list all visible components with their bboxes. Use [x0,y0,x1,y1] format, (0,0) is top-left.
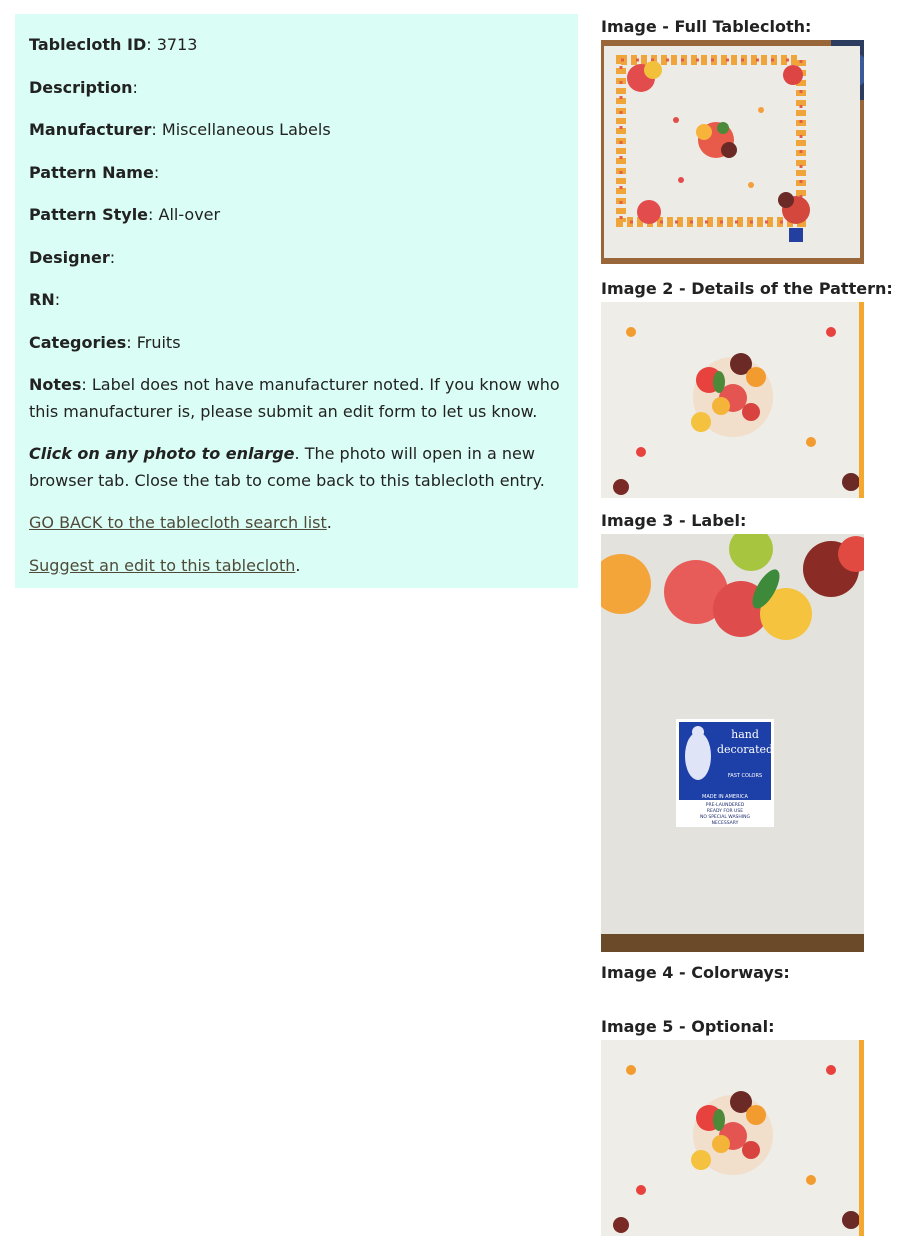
field-label: Description [29,77,133,97]
full-tablecloth-photo[interactable] [601,40,864,264]
label-line2: decorated [716,743,774,756]
field-description: Description: [29,77,138,97]
label-line8: NECESSARY [711,821,739,826]
label-line6: READY FOR USE [706,809,744,814]
field-label: Notes [29,375,82,394]
field-rn: RN: [29,290,61,309]
field-label: RN [29,290,55,309]
field-value: Miscellaneous Labels [161,120,331,139]
label-line4: MADE IN AMERICA [702,794,748,800]
field-label: Designer [29,247,110,267]
full-tablecloth-image [601,40,864,264]
images-column [601,14,901,1236]
enlarge-text: . The photo will open in a new browser tab. Close the tab to come back to this tablecloth entry. [29,444,545,490]
field-value: Label does not have manufacturer noted. If you know who this manufacturer is, please submit an edit form to let us know. [29,375,560,421]
enlarge-emphasis: Click on any photo to enlarge [29,444,295,463]
field-id: Tablecloth ID: 3713 [29,35,198,54]
optional-photo[interactable] [601,1040,864,1236]
pattern-detail-photo[interactable] [601,302,864,498]
field-pattern-name: Pattern Name: [29,162,160,182]
edit-link-row: Suggest an edit to this tablecloth. [29,555,301,575]
field-value: Fruits [136,332,181,352]
image2-title: Image 2 - Details of the Pattern: [601,279,893,298]
label-image [601,534,864,952]
field-label: Categories [29,332,127,352]
label-line5: PRE-LAUNDERED [705,803,745,808]
tablecloth-details-panel [15,14,578,588]
enlarge-instructions [29,440,564,494]
field-label: Manufacturer [29,120,152,139]
field-value: All-over [158,205,221,224]
field-categories: Categories: Fruits [29,332,181,352]
field-notes: Notes: Label does not have manufacturer noted. If you know who this manufacturer is, please submit an edit form to let us know. [29,375,560,421]
field-designer: Designer: [29,247,116,267]
image4-title: Image 4 - Colorways: [601,963,790,982]
field-label: Tablecloth ID [29,35,147,54]
field-label: Pattern Name [29,162,154,182]
field-label: Pattern Style [29,205,149,224]
field-pattern-style: Pattern Style: All-over [29,205,221,224]
field-manufacturer: Manufacturer: Miscellaneous Labels [29,120,331,139]
back-to-search-link[interactable]: GO BACK to the tablecloth search list [29,513,327,532]
label-line3: FAST COLORS [727,773,763,779]
field-value: 3713 [156,35,198,54]
image3-title: Image 3 - Label: [601,511,747,530]
optional-image [601,1040,864,1236]
pattern-detail-image [601,302,864,498]
image1-title: Image - Full Tablecloth: [601,17,812,36]
image5-title: Image 5 - Optional: [601,1017,775,1036]
label-photo[interactable] [601,534,864,952]
suggest-edit-link[interactable]: Suggest an edit to this tablecloth [29,555,296,575]
label-line7: NO SPECIAL WASHING [700,815,750,820]
label-line1: hand [731,728,759,741]
back-link-row: GO BACK to the tablecloth search list. [29,513,332,532]
